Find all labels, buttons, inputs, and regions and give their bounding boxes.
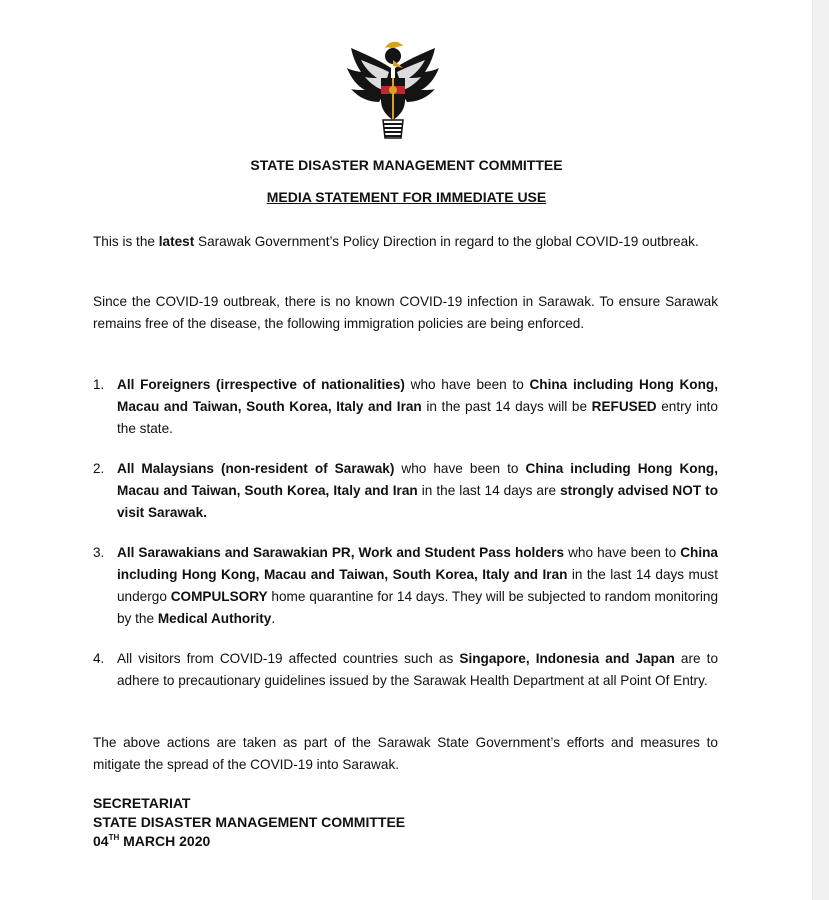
policy-action: REFUSED — [591, 399, 657, 414]
intro-paragraph — [93, 231, 718, 253]
policy-countries: China including Hong Kong, Macau and Taiwan, South Korea, Italy and Iran — [117, 545, 718, 582]
policy-item — [93, 648, 718, 692]
policy-text: in the last 14 days must undergo — [117, 567, 718, 604]
policy-countries: China including Hong Kong, Macau and Taiwan, South Korea, Italy and Iran — [117, 461, 718, 498]
policy-countries: Singapore, Indonesia and Japan — [459, 651, 675, 666]
signature-committee: STATE DISASTER MANAGEMENT COMMITTEE — [93, 814, 406, 830]
statement-heading: MEDIA STATEMENT FOR IMMEDIATE USE — [266, 189, 547, 205]
date-suffix: TH — [108, 833, 120, 842]
committee-title: STATE DISASTER MANAGEMENT COMMITTEE — [250, 157, 563, 173]
policy-item — [93, 458, 718, 524]
closing-paragraph: The above actions are taken as part of the Sarawak State Government’s efforts and measures to mitigate the spread of the COVID-19 into Sarawak. — [93, 735, 718, 772]
policy-subject: All Sarawakians and Sarawakian PR, Work and Student Pass holders — [117, 545, 565, 560]
intro-emphasis: latest — [158, 234, 195, 249]
policy-subject: All Foreigners (irrespective of nationalities) — [117, 377, 405, 392]
policy-countries: China including Hong Kong, Macau and Taiwan, South Korea, Italy and Iran — [117, 377, 718, 414]
policy-text: in the past 14 days will be — [421, 399, 592, 414]
policy-text: home quarantine for 14 days. They will be subjected to random monitoring by the — [117, 589, 719, 626]
sarawak-crest-icon — [343, 38, 443, 146]
date-day: 04 — [93, 833, 109, 849]
policy-text: who have been to — [394, 461, 526, 476]
policy-action: strongly advised NOT to visit Sarawak. — [117, 483, 718, 520]
signature-date — [93, 832, 210, 851]
policy-number: 3. — [93, 545, 105, 560]
policy-text: who have been to — [404, 377, 530, 392]
policy-text: All visitors from COVID-19 affected countries such as — [117, 651, 460, 666]
policy-text: . — [271, 611, 276, 626]
date-rest: MARCH 2020 — [119, 833, 211, 849]
policy-action: COMPULSORY — [170, 589, 268, 604]
viewer-side-gutter — [812, 0, 829, 900]
policy-text: entry into the state. — [117, 399, 718, 436]
intro-text: This is the — [93, 234, 159, 249]
policy-number: 4. — [93, 651, 105, 666]
policy-item — [93, 542, 718, 630]
policy-authority: Medical Authority — [157, 611, 272, 626]
intro-text: Sarawak Government’s Policy Direction in regard to the global COVID-19 outbreak. — [194, 234, 699, 249]
policy-item — [93, 374, 718, 440]
signature-secretariat: SECRETARIAT — [93, 795, 191, 811]
policy-text: in the last 14 days are — [417, 483, 561, 498]
policy-text: who have been to — [564, 545, 681, 560]
policy-number: 2. — [93, 461, 105, 476]
context-paragraph: Since the COVID-19 outbreak, there is no known COVID-19 infection in Sarawak. To ensure Sarawak remains free of the disease, the following immigration policies are being enforced. — [93, 294, 718, 331]
policy-number: 1. — [93, 377, 105, 392]
policy-text: are to adhere to precautionary guidelines issued by the Sarawak Health Department at all Point Of Entry. — [117, 651, 718, 688]
policy-subject: All Malaysians (non-resident of Sarawak) — [117, 461, 395, 476]
